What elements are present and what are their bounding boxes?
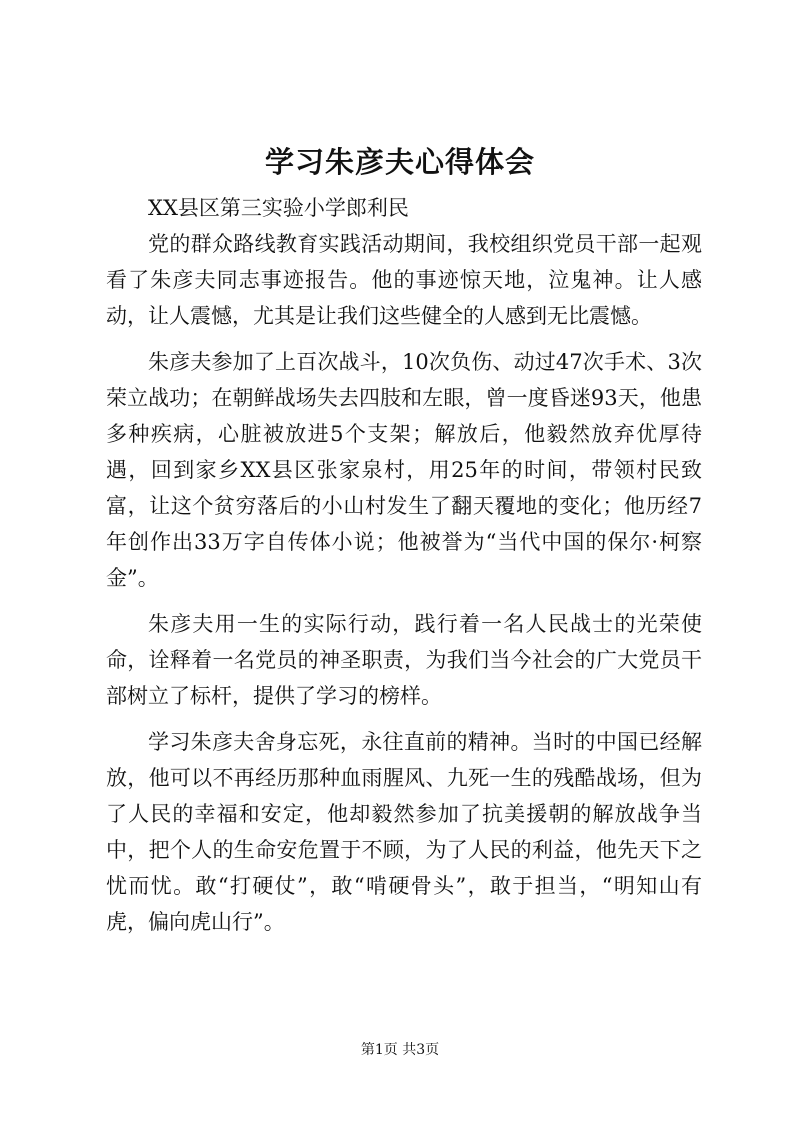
paragraph-2: 朱彦夫参加了上百次战斗，10次负伤、动过47次手术、3次荣立战功；在朝鲜战场失去四肢和左眼，曾一度昏迷93天，他患多种疾病，心脏被放进5个支架；解放后，他毅然放弃优厚待遇，回到家乡XX县区张家泉村，用25年的时间，带领村民致富，让这个贫穷落后的小山村发生了翻天覆地的变化；他历经7年创作出33万字自传体小说；他被誉为“当代中国的保尔·柯察金”。: [106, 350, 702, 590]
author-line: XX县区第三实验小学郎利民: [148, 196, 409, 220]
document-body: [106, 190, 702, 940]
document-title: 学习朱彦夫心得体会: [264, 145, 535, 179]
paragraph-3: 朱彦夫用一生的实际行动，践行着一名人民战士的光荣使命，诠释着一名党员的神圣职责，为我们当今社会的广大党员干部树立了标杆，提供了学习的榜样。: [106, 612, 702, 708]
page-footer: 第1页 共3页: [360, 1042, 440, 1058]
paragraph-1: 党的群众路线教育实践活动期间，我校组织党员干部一起观看了朱彦夫同志事迹报告。他的事迹惊天地，泣鬼神。让人感动，让人震憾，尤其是让我们这些健全的人感到无比震憾。: [106, 232, 702, 328]
paragraph-4: 学习朱彦夫舍身忘死，永往直前的精神。当时的中国已经解放，他可以不再经历那种血雨腥风、九死一生的残酷战场，但为了人民的幸福和安定，他却毅然参加了抗美援朝的解放战争当中，把个人的生命安危置于不顾，为了人民的利益，他先天下之忧而忧。敢“打硬仗”，敢“啃硬骨头”，敢于担当，“明知山有虎，偏向虎山行”。: [106, 730, 702, 934]
